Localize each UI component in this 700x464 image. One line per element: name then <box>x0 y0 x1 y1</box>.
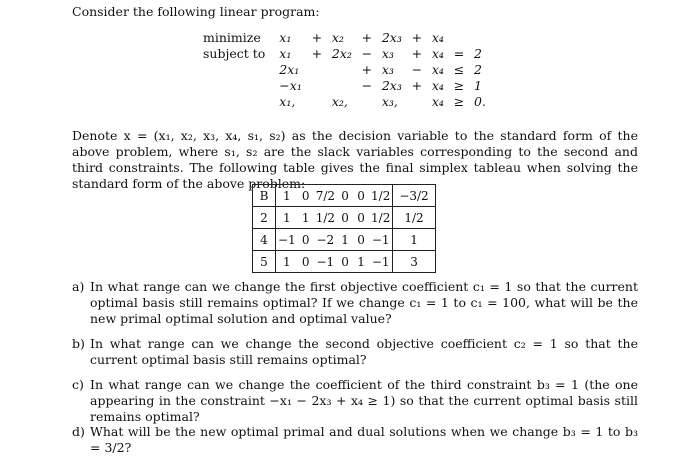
tableau-row <box>253 251 436 273</box>
tableau-cell: 0 <box>353 185 369 207</box>
lp-row <box>203 62 490 78</box>
lp-term: −x₁ <box>279 78 302 93</box>
lp-term <box>306 62 328 78</box>
question-b <box>72 336 638 368</box>
tableau-cell: 0 <box>337 185 353 207</box>
linear-program <box>203 30 490 110</box>
lp-term: − <box>361 78 373 93</box>
lp-term <box>356 94 378 110</box>
question-label: d) <box>72 424 85 439</box>
lp-term: + <box>411 46 423 61</box>
lp-term <box>406 94 428 110</box>
tableau-cell: B <box>253 185 276 207</box>
tableau-cell: 1/2 <box>369 185 393 207</box>
lp-term: x₄ <box>431 46 444 61</box>
lp-term: x₁, <box>279 94 296 109</box>
tableau-cell: 1 <box>393 229 435 251</box>
tableau-row <box>253 207 436 229</box>
tableau-cell: 1 <box>353 251 369 273</box>
tableau-cell: 0 <box>353 229 369 251</box>
lp-term: x₁ <box>279 46 292 61</box>
question-label: b) <box>72 336 85 351</box>
lp-term: x₄ <box>431 78 444 93</box>
lp-term: = <box>453 46 465 61</box>
question-label: a) <box>72 279 85 294</box>
tableau-row <box>253 229 436 251</box>
question-c <box>72 377 638 425</box>
tableau-cell: 1 <box>276 251 298 273</box>
tableau-cell: −1 <box>276 229 298 251</box>
lp-term: 2x₂ <box>331 46 352 61</box>
description-paragraph: Denote x = (x₁, x₂, x₃, x₄, s₁, s₂) as the decision variable to the standard form of the above problem, where s₁, s₂ are the slack variables corresponding to the second and third constraints. The following table gives the final simplex tableau when solving the standard form of the above problem: <box>72 128 638 191</box>
lp-keyword <box>203 78 275 94</box>
lp-keyword <box>203 62 275 78</box>
tableau-cell: 1/2 <box>393 207 435 229</box>
lp-term: + <box>411 78 423 93</box>
lp-term: 2x₃ <box>381 30 402 45</box>
lp-term <box>448 30 470 46</box>
tableau-cell: 3 <box>393 251 435 273</box>
question-text: In what range can we change the second objective coefficient c₂ = 1 so that the current optimal basis still remains optimal? <box>90 336 638 367</box>
lp-keyword: subject to <box>203 46 266 61</box>
lp-term <box>306 78 328 94</box>
lp-term: 2x₃ <box>381 78 402 93</box>
lp-term: + <box>361 30 373 45</box>
lp-term: − <box>361 46 373 61</box>
lp-row <box>203 46 490 62</box>
lp-term: x₄ <box>431 94 444 109</box>
tableau-cell: 1 <box>276 207 298 229</box>
lp-term: + <box>361 62 373 77</box>
intro-text: Consider the following linear program: <box>72 4 320 19</box>
tableau-cell: 2 <box>253 207 276 229</box>
lp-keyword <box>203 94 275 110</box>
tableau-cell: 0 <box>298 185 314 207</box>
tableau-cell: 0 <box>298 229 314 251</box>
tableau-cell: 0 <box>298 251 314 273</box>
lp-term: x₂ <box>331 30 344 45</box>
tableau-cell: 1 <box>337 229 353 251</box>
lp-term: + <box>311 30 323 45</box>
tableau-cell: 1/2 <box>314 207 337 229</box>
question-text: In what range can we change the first objective coefficient c₁ = 1 so that the current optimal basis still remains optimal? If we change c₁ = 1 to c₁ = 100, what will be the new primal optimal solution and optimal value? <box>90 279 638 326</box>
lp-term: x₄ <box>431 62 444 77</box>
lp-term: x₃, <box>381 94 398 109</box>
tableau-cell: 4 <box>253 229 276 251</box>
lp-term: ≥ <box>453 78 465 93</box>
lp-term: 0. <box>473 94 486 109</box>
lp-term: + <box>411 30 423 45</box>
question-text: In what range can we change the coefficient of the third constraint b₃ = 1 (the one appearing in the constraint −x₁ − 2x₃ + x₄ ≥ 1) so that the current optimal basis still remains optimal? <box>90 377 638 424</box>
tableau-cell: −3/2 <box>393 185 435 207</box>
lp-term <box>328 78 356 94</box>
lp-term: − <box>411 62 423 77</box>
lp-term: ≤ <box>453 62 465 77</box>
lp-term: 2 <box>473 62 482 77</box>
tableau-cell: −1 <box>314 251 337 273</box>
lp-term: x₃ <box>381 62 394 77</box>
lp-row <box>203 94 490 110</box>
lp-term: 2 <box>473 46 482 61</box>
tableau-cell: −1 <box>369 251 393 273</box>
lp-term: x₃ <box>381 46 394 61</box>
lp-term: 1 <box>473 78 482 93</box>
tableau-cell: 1 <box>298 207 314 229</box>
lp-term: x₁ <box>279 30 292 45</box>
lp-keyword: minimize <box>203 30 261 45</box>
lp-term: x₄ <box>431 30 444 45</box>
lp-term: + <box>311 46 323 61</box>
question-a <box>72 279 638 327</box>
question-d <box>72 424 638 456</box>
lp-term <box>306 94 328 110</box>
lp-term: ≥ <box>453 94 465 109</box>
lp-term: x₂, <box>331 94 348 109</box>
question-label: c) <box>72 377 84 392</box>
tableau-row <box>253 185 436 207</box>
lp-term <box>470 30 490 46</box>
tableau-cell: 1/2 <box>369 207 393 229</box>
lp-row <box>203 30 490 46</box>
tableau-cell: −1 <box>369 229 393 251</box>
tableau-cell: 7/2 <box>314 185 337 207</box>
tableau-cell: 0 <box>337 251 353 273</box>
lp-row <box>203 78 490 94</box>
tableau-cell: −2 <box>314 229 337 251</box>
tableau-cell: 0 <box>353 207 369 229</box>
tableau-cell: 0 <box>337 207 353 229</box>
tableau-cell: 5 <box>253 251 276 273</box>
lp-term <box>328 62 356 78</box>
question-text: What will be the new optimal primal and dual solutions when we change b₃ = 1 to b₃ = 3/2? <box>90 424 638 455</box>
tableau-cell: 1 <box>276 185 298 207</box>
lp-term: 2x₁ <box>279 62 300 77</box>
simplex-tableau <box>252 184 436 273</box>
